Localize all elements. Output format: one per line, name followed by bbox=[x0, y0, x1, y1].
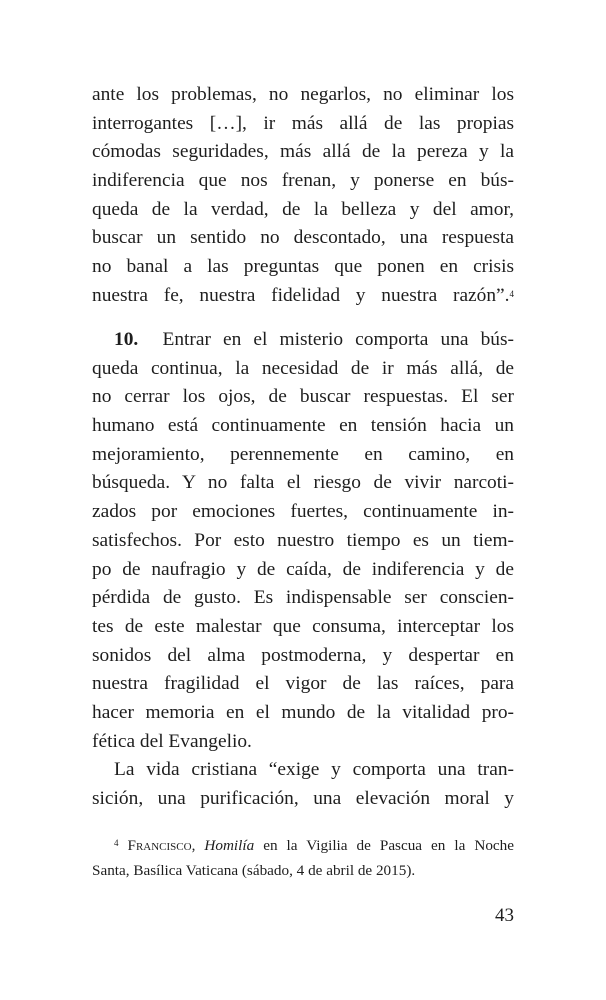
text-line: mejoramiento, perennemente en camino, en bbox=[92, 443, 514, 465]
footnote-number: 4 bbox=[114, 838, 119, 848]
text-line: no cerrar los ojos, de buscar respuestas. El ser bbox=[92, 386, 514, 408]
text-line: ante los problemas, no negarlos, no eliminar los bbox=[92, 84, 514, 105]
text-line: humano está continuamente en tensión hacia un bbox=[92, 415, 514, 437]
paragraph-quote-end bbox=[92, 81, 514, 311]
footnote-sep: , bbox=[191, 837, 205, 854]
text-line: queda de la verdad, de la belleza y del amor, bbox=[92, 198, 514, 220]
text-line: nuestra fe, nuestra fidelidad y nuestra razón”. bbox=[92, 284, 510, 306]
text-line: zados por emociones fuertes, continuamente in- bbox=[92, 501, 514, 523]
text-line: tes de este malestar que consuma, interceptar los bbox=[92, 615, 514, 637]
text-line: nuestra fragilidad el vigor de las raíces, para bbox=[92, 673, 514, 695]
footnote-title: Homilía bbox=[204, 837, 255, 854]
text-line: cómodas seguridades, más allá de la pereza y la bbox=[92, 141, 514, 163]
text-line: sición, una purificación, una elevación moral y bbox=[92, 788, 514, 809]
text-line: indiferencia que nos frenan, y ponerse en bús- bbox=[92, 170, 514, 192]
text-line: fética del Evangelio. bbox=[92, 730, 252, 752]
text-line: queda continua, la necesidad de ir más allá, de bbox=[92, 357, 514, 379]
text-line: hacer memoria en el mundo de la vitalidad pro- bbox=[92, 701, 514, 723]
text-line: po de naufragio y de caída, de indiferencia y de bbox=[92, 558, 514, 580]
footnote-ref: 4 bbox=[509, 288, 514, 299]
footnote-author: Francisco bbox=[127, 837, 192, 854]
text-line: La vida cristiana “exige y comporta una tran- bbox=[114, 759, 514, 781]
footnote-line bbox=[92, 833, 514, 858]
text-line: no banal a las preguntas que ponen en crisis bbox=[92, 256, 514, 278]
page-number: 43 bbox=[495, 905, 514, 926]
footnote-text: en la Vigilia de Pascua en la Noche bbox=[254, 837, 515, 854]
text-line: interrogantes […], ir más allá de las propias bbox=[92, 112, 514, 134]
text-line-with-note bbox=[92, 282, 514, 311]
text-line: buscar un sentido no descontado, una respuesta bbox=[92, 227, 514, 249]
footnote-line: Santa, Basílica Vaticana (sábado, 4 de abril de 2015). bbox=[92, 862, 416, 879]
text-line: Entrar en el misterio comporta una bús- bbox=[162, 329, 515, 350]
text-line: pérdida de gusto. Es indispensable ser conscien- bbox=[92, 587, 514, 609]
text-line-first bbox=[92, 326, 514, 355]
text-line: satisfechos. Por esto nuestro tiempo es un tiem- bbox=[92, 529, 514, 551]
paragraph-number: 10. bbox=[114, 329, 139, 350]
text-line: sonidos del alma postmoderna, y despertar en bbox=[92, 644, 514, 666]
paragraph-10 bbox=[92, 326, 514, 814]
footnote bbox=[92, 833, 514, 883]
text-line: búsqueda. Y no falta el riesgo de vivir narcoti- bbox=[92, 472, 514, 494]
